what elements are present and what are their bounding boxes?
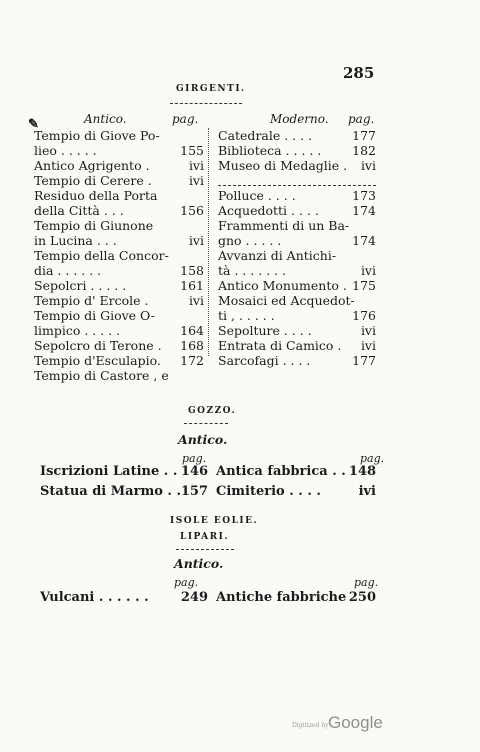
index-entry — [34, 218, 204, 233]
entry-label: Acquedotti . . . . — [218, 203, 319, 218]
entry-label: Residuo della Porta — [34, 188, 158, 203]
entry-label: Antiche fabbriche — [216, 590, 347, 605]
entry-label: dia . . . . . . — [34, 263, 102, 278]
entry-label: Sepolture . . . . — [218, 323, 312, 338]
isole-divider — [176, 549, 234, 550]
entry-page: ivi — [360, 158, 376, 173]
gozzo-entry — [40, 484, 208, 502]
entry-label: limpico . . . . . — [34, 323, 121, 338]
entry-label: Tempio di Giunone — [34, 218, 154, 233]
section-title-isole-eolie: ISOLE EOLIE. — [170, 516, 259, 526]
entry-page: ivi — [188, 233, 204, 248]
index-entry — [218, 203, 376, 218]
gozzo-divider — [184, 423, 228, 424]
entry-label: Sepolcro di Terone . — [34, 338, 162, 353]
index-entry — [218, 263, 376, 278]
column-separator — [208, 128, 209, 356]
entry-label: in Lucina . . . — [34, 233, 117, 248]
entry-page: ivi — [188, 173, 204, 188]
gozzo-entry — [216, 464, 376, 482]
entry-page: ivi — [188, 293, 204, 308]
entry-label: Tempio di Giove Po- — [34, 128, 160, 143]
index-entry — [34, 263, 204, 278]
index-entry — [34, 128, 204, 143]
entry-page: 182 — [352, 143, 376, 158]
index-entry — [34, 158, 204, 173]
isole-entry — [40, 590, 208, 608]
entry-label: Cimiterio . . . . — [216, 484, 321, 499]
entry-page: 176 — [352, 308, 376, 323]
moderno-column-header: Moderno. — [270, 112, 329, 126]
index-entry — [34, 368, 204, 383]
digitized-by-text: Digitized by — [292, 722, 329, 729]
page-number: 285 — [343, 64, 375, 82]
index-entry — [218, 278, 376, 293]
entry-label: gno . . . . . — [218, 233, 282, 248]
index-entry — [218, 158, 376, 173]
entry-page: 177 — [352, 353, 376, 368]
index-entry — [34, 353, 204, 368]
index-entry — [218, 293, 376, 308]
entry-page: ivi — [360, 263, 376, 278]
entry-label: Sepolcri . . . . . — [34, 278, 127, 293]
entry-label: Polluce . . . . — [218, 188, 296, 203]
entry-page: 164 — [180, 323, 204, 338]
index-entry — [34, 188, 204, 203]
index-entry — [34, 143, 204, 158]
index-entry — [218, 323, 376, 338]
gozzo-pag-left: pag. — [182, 452, 207, 465]
entry-label: Tempio di Giove O- — [34, 308, 155, 323]
section-subtitle-lipari: LIPARI. — [180, 532, 229, 542]
entry-label: Antico Monumento . — [218, 278, 347, 293]
entry-page: 174 — [352, 233, 376, 248]
entry-page: 157 — [180, 484, 208, 499]
entry-page: 146 — [180, 464, 208, 479]
entry-label: ti , . . . . . — [218, 308, 275, 323]
entry-label: Mosaici ed Acquedot- — [218, 293, 355, 308]
isole-pag-left: pag. — [174, 576, 199, 589]
gozzo-entry — [216, 484, 376, 502]
isole-entry — [216, 590, 376, 608]
entry-label: Tempio d'Esculapio. — [34, 353, 161, 368]
entry-page: 168 — [180, 338, 204, 353]
entry-page: ivi — [360, 323, 376, 338]
entry-label: Tempio della Concor- — [34, 248, 169, 263]
entry-label: Antico Agrigento . — [34, 158, 150, 173]
entry-label: della Città . . . — [34, 203, 124, 218]
entry-page: 156 — [180, 203, 204, 218]
title-divider — [170, 103, 242, 104]
antico-pag-header: pag. — [172, 112, 199, 126]
entry-page: 172 — [180, 353, 204, 368]
entry-page: 250 — [348, 590, 376, 605]
google-logo: Google — [328, 713, 383, 732]
moderno-divider — [218, 185, 376, 186]
entry-label: Tempio d' Ercole . — [34, 293, 149, 308]
entry-label: Vulcani . . . . . . — [40, 590, 149, 605]
index-entry — [218, 188, 376, 203]
moderno-pag-header: pag. — [348, 112, 375, 126]
gozzo-pag-right: pag. — [360, 452, 385, 465]
entry-page: 249 — [180, 590, 208, 605]
entry-page: ivi — [188, 158, 204, 173]
index-entry — [34, 248, 204, 263]
entry-page: ivi — [360, 338, 376, 353]
gozzo-antico-header: Antico. — [178, 432, 228, 447]
entry-label: Avvanzi di Antichi- — [218, 248, 337, 263]
entry-page: 175 — [352, 278, 376, 293]
index-entry — [34, 173, 204, 188]
entry-label: Tempio di Cerere . — [34, 173, 152, 188]
index-entry — [218, 248, 376, 263]
entry-label: Iscrizioni Latine . . — [40, 464, 178, 479]
isole-antico-header: Antico. — [174, 556, 224, 571]
index-entry — [34, 293, 204, 308]
entry-label: Frammenti di un Ba- — [218, 218, 350, 233]
entry-label: Catedrale . . . . — [218, 128, 313, 143]
antico-column-header: Antico. — [84, 112, 127, 126]
entry-label: Antica fabbrica . . — [216, 464, 346, 479]
entry-label: Museo di Medaglie . — [218, 158, 348, 173]
index-entry — [218, 338, 376, 353]
index-entry — [34, 233, 204, 248]
entry-label: Tempio di Castore , e — [34, 368, 169, 383]
entry-label: lieo . . . . . — [34, 143, 97, 158]
section-title-girgenti: GIRGENTI. — [176, 84, 246, 94]
gozzo-entry — [40, 464, 208, 482]
index-entry — [218, 128, 376, 143]
index-entry — [34, 203, 204, 218]
ink-mark: ✎ — [28, 117, 39, 132]
entry-page: 148 — [348, 464, 376, 479]
section-title-gozzo: GOZZO. — [188, 406, 237, 416]
entry-page: 158 — [180, 263, 204, 278]
index-entry — [218, 233, 376, 248]
entry-page: ivi — [358, 484, 376, 499]
entry-label: Statua di Marmo . . — [40, 484, 181, 499]
index-entry — [218, 308, 376, 323]
entry-page: 173 — [352, 188, 376, 203]
entry-label: Entrata di Camico . — [218, 338, 342, 353]
index-entry — [218, 143, 376, 158]
entry-page: 161 — [180, 278, 204, 293]
entry-label: Biblioteca . . . . . — [218, 143, 322, 158]
index-entry — [218, 218, 376, 233]
entry-page: 155 — [180, 143, 204, 158]
index-entry — [34, 323, 204, 338]
entry-page: 174 — [352, 203, 376, 218]
index-entry — [34, 278, 204, 293]
entry-label: tà . . . . . . . — [218, 263, 287, 278]
entry-label: Sarcofagi . . . . — [218, 353, 311, 368]
isole-pag-right: pag. — [354, 576, 379, 589]
entry-page: 177 — [352, 128, 376, 143]
index-entry — [34, 338, 204, 353]
index-entry — [218, 353, 376, 368]
index-entry — [34, 308, 204, 323]
